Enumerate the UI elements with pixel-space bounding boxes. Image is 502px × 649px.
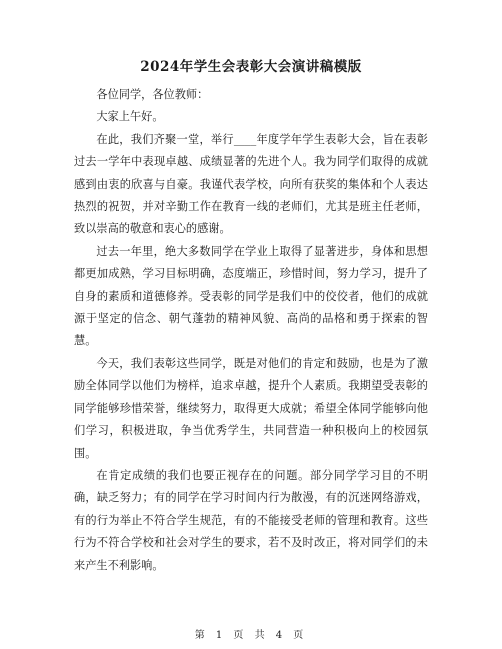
document-body xyxy=(74,84,428,577)
paragraph-achievements: 过去一年里，绝大多数同学在学业上取得了显著进步，身体和思想都更加成熟，学习目标明确，态度端正，珍惜时间，努力学习，提升了自身的素质和道德修养。受表彰的同学是我们中的佼佼者，他们的成就源于坚定的信念、朝气蓬勃的精神风貌、高尚的品格和勇于探索的智慧。 xyxy=(74,244,428,348)
paragraph-encouragement: 今天，我们表彰这些同学，既是对他们的肯定和鼓励，也是为了激励全体同学以他们为榜样，追求卓越，提升个人素质。我期望受表彰的同学能够珍惜荣誉，继续努力，取得更大成就；希望全体同学能够向他们学习，积极进取，争当优秀学生，共同营造一种积极向上的校园氛围。 xyxy=(74,356,428,460)
document-title: 2024年学生会表彰大会演讲稿模版 xyxy=(140,59,362,75)
paragraph-opening: 在此，我们齐聚一堂，举行____年度学年学生表彰大会，旨在表彰过去一学年中表现卓越、成绩显著的先进个人。我为同学们取得的成就感到由衷的欣喜与自豪。我谨代表学校，向所有获奖的集体和个人表达热烈的祝贺，并对辛勤工作在教育一线的老师们，尤其是班主任老师，致以崇高的敬意和衷心的感谢。 xyxy=(74,132,428,236)
page-footer: 第 1 页 共 4 页 xyxy=(194,630,308,641)
salutation: 各位同学，各位教师： xyxy=(96,88,209,101)
paragraph-problems: 在肯定成绩的我们也要正视存在的问题。部分同学学习目的不明确，缺乏努力；有的同学在学习时间内行为散漫，有的沉迷网络游戏，有的行为举止不符合学生规范，有的不能接受老师的管理和教育。这些行为不符合学校和社会对学生的要求，若不及时改正，将对同学们的未来产生不利影响。 xyxy=(74,468,428,572)
greeting: 大家上午好。 xyxy=(96,110,164,124)
